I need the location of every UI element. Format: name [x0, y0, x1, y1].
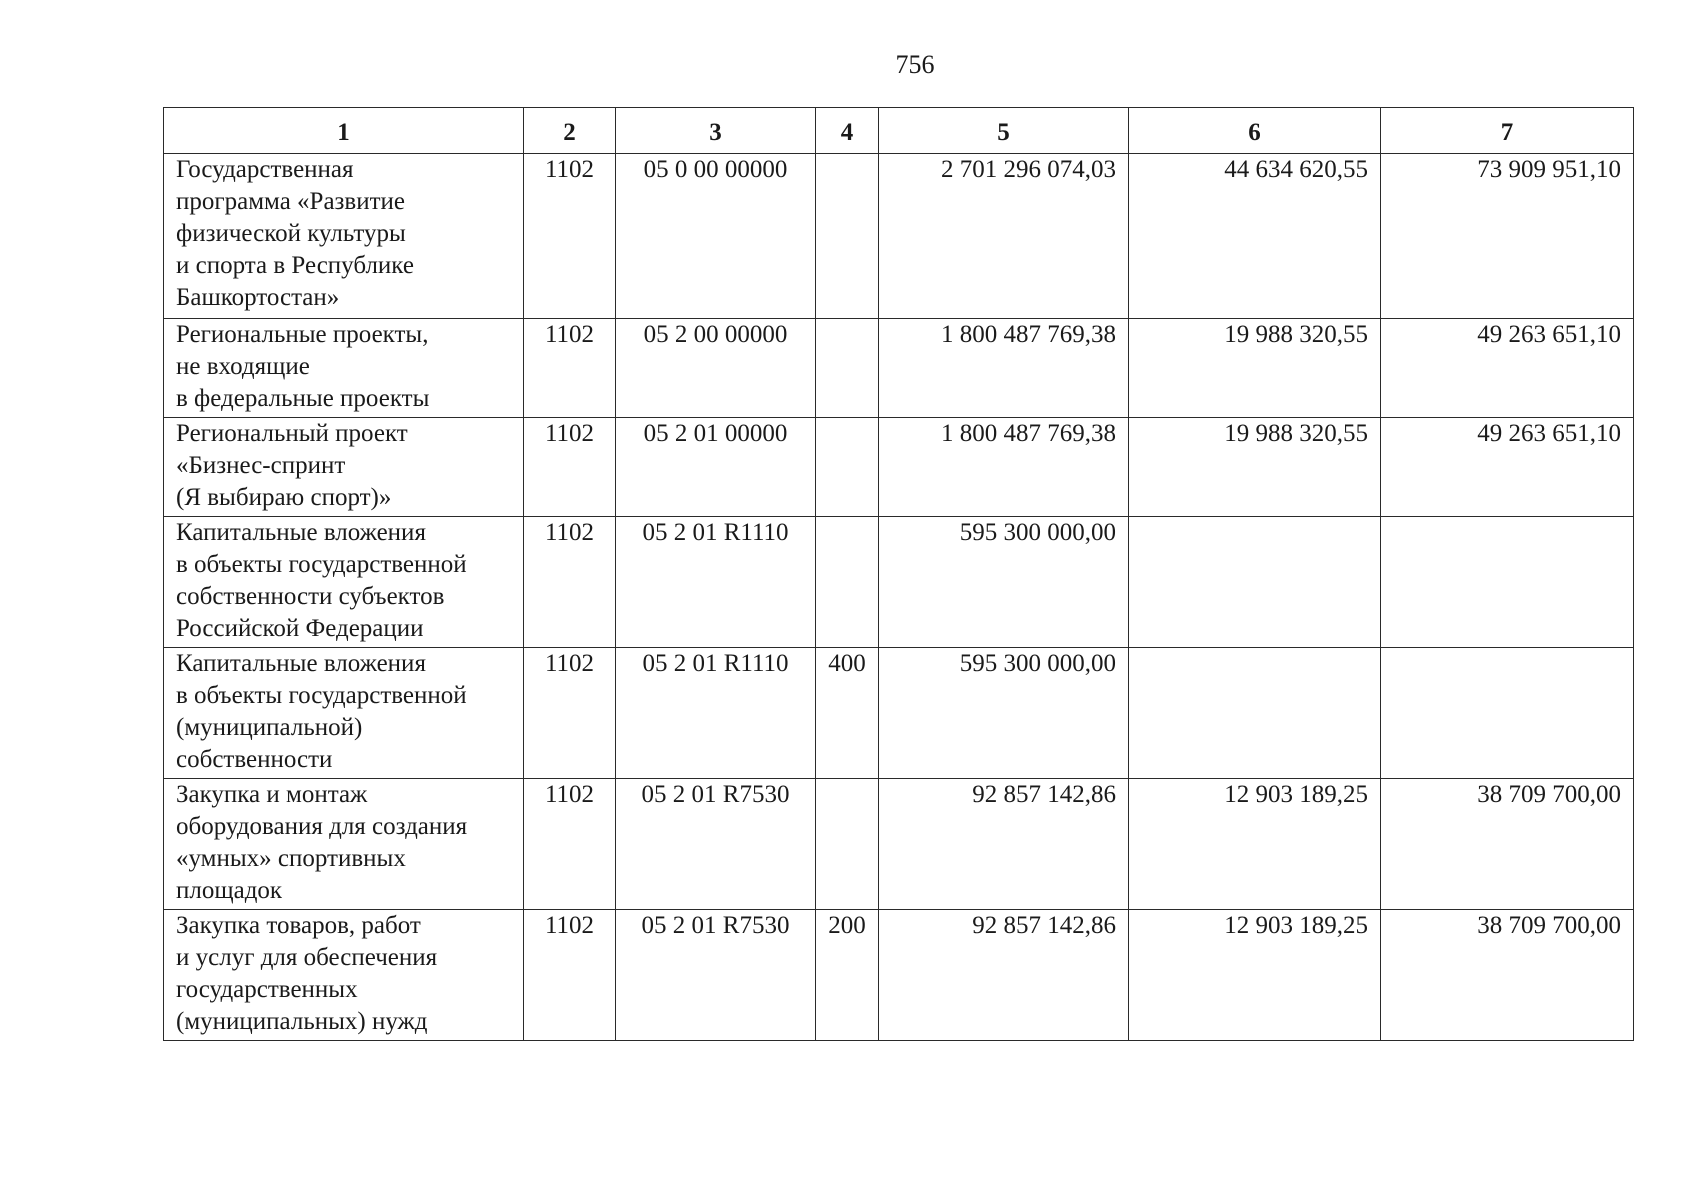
row-sum-col-6: 19 988 320,55 [1129, 319, 1381, 418]
row-sum-col-6: 44 634 620,55 [1129, 154, 1381, 319]
table-row [164, 779, 1634, 910]
row-expense-type: 400 [816, 648, 879, 779]
row-section-code: 1102 [524, 418, 616, 517]
row-sum-col-7: 38 709 700,00 [1381, 779, 1634, 910]
row-sum-col-5: 92 857 142,86 [879, 779, 1129, 910]
row-name: Государственная программа «Развитие физической культуры и спорта в Республике Башкортостан» [164, 154, 524, 319]
header-col-5: 5 [879, 108, 1129, 154]
row-sum-col-6: 19 988 320,55 [1129, 418, 1381, 517]
row-expense-type [816, 319, 879, 418]
row-article-code: 05 2 01 R1110 [616, 648, 816, 779]
row-name: Закупка и монтаж оборудования для создания «умных» спортивных площадок [164, 779, 524, 910]
table-row [164, 418, 1634, 517]
row-sum-col-5: 595 300 000,00 [879, 517, 1129, 648]
row-name: Региональный проект «Бизнес-спринт (Я выбираю спорт)» [164, 418, 524, 517]
row-sum-col-5: 1 800 487 769,38 [879, 319, 1129, 418]
row-sum-col-7 [1381, 648, 1634, 779]
row-article-code: 05 2 00 00000 [616, 319, 816, 418]
budget-table [163, 107, 1634, 1041]
row-sum-col-5: 2 701 296 074,03 [879, 154, 1129, 319]
row-sum-col-6 [1129, 517, 1381, 648]
row-expense-type [816, 517, 879, 648]
row-article-code: 05 2 01 R7530 [616, 910, 816, 1041]
header-col-1: 1 [164, 108, 524, 154]
row-section-code: 1102 [524, 154, 616, 319]
header-col-3: 3 [616, 108, 816, 154]
row-expense-type: 200 [816, 910, 879, 1041]
row-expense-type [816, 779, 879, 910]
table-header [164, 108, 1634, 154]
table-body [164, 154, 1634, 1041]
page-number: 756 [895, 50, 935, 79]
row-section-code: 1102 [524, 910, 616, 1041]
row-sum-col-6 [1129, 648, 1381, 779]
row-name: Капитальные вложения в объекты государственной (муниципальной) собственности [164, 648, 524, 779]
row-article-code: 05 2 01 R7530 [616, 779, 816, 910]
row-sum-col-7 [1381, 517, 1634, 648]
row-section-code: 1102 [524, 319, 616, 418]
row-name: Капитальные вложения в объекты государственной собственности субъектов Российской Федерации [164, 517, 524, 648]
row-sum-col-6: 12 903 189,25 [1129, 910, 1381, 1041]
header-col-4: 4 [816, 108, 879, 154]
row-expense-type [816, 154, 879, 319]
table-row [164, 517, 1634, 648]
row-section-code: 1102 [524, 648, 616, 779]
table-row [164, 319, 1634, 418]
header-row [164, 108, 1634, 154]
row-section-code: 1102 [524, 779, 616, 910]
table-row [164, 910, 1634, 1041]
row-article-code: 05 2 01 00000 [616, 418, 816, 517]
row-section-code: 1102 [524, 517, 616, 648]
row-name: Региональные проекты, не входящие в федеральные проекты [164, 319, 524, 418]
table-row [164, 154, 1634, 319]
header-col-6: 6 [1129, 108, 1381, 154]
row-name: Закупка товаров, работ и услуг для обеспечения государственных (муниципальных) нужд [164, 910, 524, 1041]
row-sum-col-7: 49 263 651,10 [1381, 418, 1634, 517]
row-sum-col-7: 38 709 700,00 [1381, 910, 1634, 1041]
header-col-7: 7 [1381, 108, 1634, 154]
row-sum-col-5: 1 800 487 769,38 [879, 418, 1129, 517]
header-col-2: 2 [524, 108, 616, 154]
row-sum-col-7: 73 909 951,10 [1381, 154, 1634, 319]
row-article-code: 05 2 01 R1110 [616, 517, 816, 648]
row-expense-type [816, 418, 879, 517]
row-article-code: 05 0 00 00000 [616, 154, 816, 319]
row-sum-col-7: 49 263 651,10 [1381, 319, 1634, 418]
row-sum-col-6: 12 903 189,25 [1129, 779, 1381, 910]
row-sum-col-5: 92 857 142,86 [879, 910, 1129, 1041]
row-sum-col-5: 595 300 000,00 [879, 648, 1129, 779]
table-row [164, 648, 1634, 779]
